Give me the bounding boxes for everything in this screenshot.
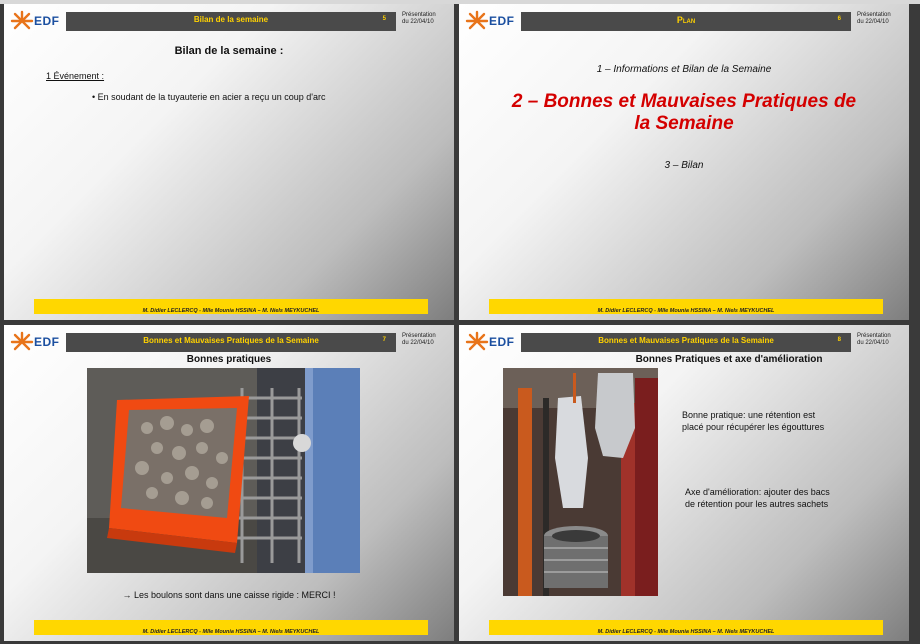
footer-bar: [489, 620, 883, 635]
footer-authors: M. Didier LECLERCQ - Mlle Mounia HSSINA – M. Niels MEYKUCHEL: [597, 629, 775, 635]
edf-logo: [465, 10, 523, 32]
presentation-label: Présentation: [402, 333, 436, 339]
slide-heading: Bilan de la semaine :: [174, 45, 284, 57]
logo-text: EDF: [34, 335, 60, 349]
logo-text: EDF: [489, 14, 515, 28]
presentation-label: Présentation: [857, 333, 891, 339]
edf-swirl-icon: [10, 10, 34, 32]
presentation-date-value: du 22/04/10: [857, 340, 889, 346]
slide-number: 8: [837, 337, 841, 343]
edf-logo: [10, 331, 68, 353]
presentation-date: [402, 333, 452, 347]
footer-bar: [489, 299, 883, 314]
slide-5[interactable]: [4, 4, 454, 320]
presentation-date-value: du 22/04/10: [402, 340, 434, 346]
presentation-date-value: du 22/04/10: [857, 19, 889, 25]
event-bullet: • En soudant de la tuyauterie en acier a reçu un coup d'arc: [92, 92, 326, 102]
good-practice-text: [682, 409, 824, 433]
header-bar: [521, 12, 851, 31]
header-title: Bonnes et Mauvaises Pratiques de la Semaine: [143, 336, 319, 345]
presentation-date-value: du 22/04/10: [402, 19, 434, 25]
presentation-date: [402, 12, 452, 26]
header-title: Bonnes et Mauvaises Pratiques de la Semaine: [598, 336, 774, 345]
slide-heading: Bonnes pratiques: [186, 354, 272, 365]
edf-logo: [10, 10, 68, 32]
logo-text: EDF: [489, 335, 515, 349]
edf-logo: [465, 331, 523, 353]
improvement-text: [685, 486, 830, 510]
header-title: Bilan de la semaine: [193, 15, 269, 24]
bolts-crate-photo: [87, 368, 360, 573]
footer-authors: M. Didier LECLERCQ - Mlle Mounia HSSINA – M. Niels MEYKUCHEL: [142, 629, 320, 635]
presentation-date: [857, 12, 907, 26]
presentation-label: Présentation: [402, 12, 436, 18]
footer-authors: M. Didier LECLERCQ - Mlle Mounia HSSINA – M. Niels MEYKUCHEL: [142, 308, 320, 314]
retention-photo: [503, 368, 658, 596]
header-bar: [66, 333, 396, 352]
improvement-line-1: Axe d'amélioration: ajouter des bacs: [685, 487, 830, 497]
footer-bar: [34, 620, 428, 635]
edf-swirl-icon: [465, 331, 489, 353]
plan-item-2-line-1: 2 – Bonnes et Mauvaises Pratiques de: [511, 91, 857, 112]
plan-item-1: 1 – Informations et Bilan de la Semaine: [596, 64, 772, 75]
footer-authors: M. Didier LECLERCQ - Mlle Mounia HSSINA – M. Niels MEYKUCHEL: [597, 308, 775, 314]
good-practice-line-1: Bonne pratique: une rétention est: [682, 410, 816, 420]
slide-number: 7: [382, 337, 386, 343]
header-bar: [521, 333, 851, 352]
slide-7[interactable]: [4, 325, 454, 641]
logo-text: EDF: [34, 14, 60, 28]
slide-6[interactable]: [459, 4, 909, 320]
presentation-date: [857, 333, 907, 347]
presentation-label: Présentation: [857, 12, 891, 18]
edf-swirl-icon: [465, 10, 489, 32]
header-bar: [66, 12, 396, 31]
slide-heading: Bonnes Pratiques et axe d'amélioration: [635, 354, 823, 365]
footer-bar: [34, 299, 428, 314]
photo-caption: → Les boulons sont dans une caisse rigide : MERCI !: [122, 590, 336, 600]
plan-item-2-line-2: la Semaine: [634, 113, 734, 134]
event-label: 1 Événement :: [46, 71, 105, 81]
plan-item-2: [459, 91, 909, 135]
improvement-line-2: de rétention pour les autres sachets: [685, 499, 829, 509]
plan-item-3: 3 – Bilan: [664, 160, 704, 171]
edf-swirl-icon: [10, 331, 34, 353]
header-title: Plan: [676, 15, 696, 25]
slide-number: 5: [382, 16, 386, 22]
slide-number: 6: [837, 16, 841, 22]
good-practice-line-2: placé pour récupérer les égouttures: [682, 422, 825, 432]
slide-8[interactable]: [459, 325, 909, 641]
